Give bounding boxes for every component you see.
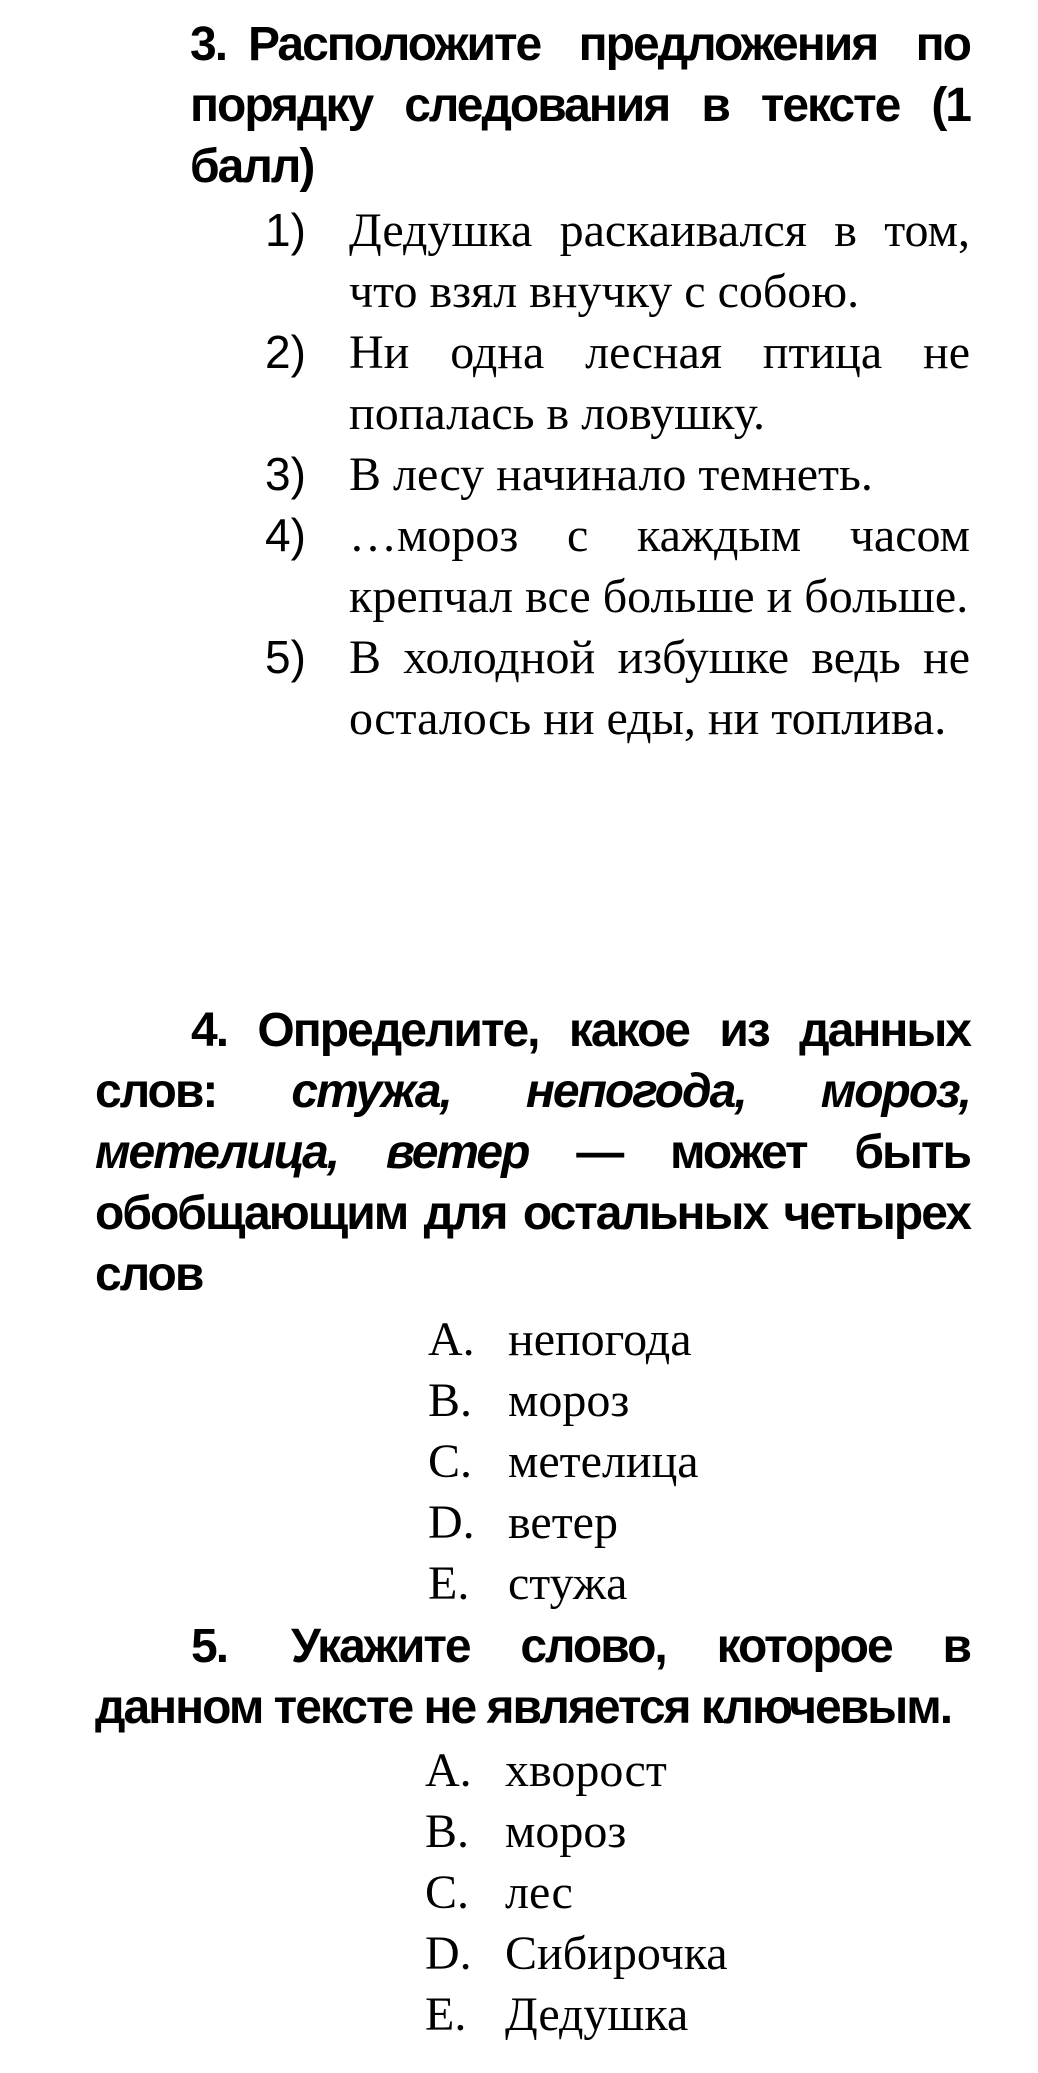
answer-option[interactable] [428,1370,928,1431]
option-letter: C. [425,1866,470,1919]
question-5 [95,1616,970,1738]
answer-option[interactable] [425,1984,925,2045]
option-letter: A. [425,1744,472,1797]
question-4-words: стужа, непогода, мороз, метелица, ветер [95,1065,970,1179]
option-letter: A. [428,1313,475,1366]
answer-option[interactable] [425,1923,925,1984]
option-text: Сибирочка [505,1927,728,1980]
list-item-number: 4) [265,509,306,561]
option-letter: C. [428,1435,473,1488]
list-item-text: В холодной избушке ведь не осталось ни еды, ни топлива. [349,631,970,745]
question-4-options [428,1309,928,1614]
question-5-options [425,1740,925,2045]
question-3-text: Расположите предложения по порядку следования в тексте (1 балл) [190,18,970,193]
question-3-number: 3. [190,18,227,71]
question-4-dash: — [576,1126,623,1179]
list-item-number: 5) [265,631,306,683]
option-text: непогода [508,1313,692,1366]
option-letter: E. [425,1988,467,2041]
question-3 [190,14,970,197]
option-text: лес [505,1866,573,1919]
list-item [265,322,970,444]
option-text: метелица [508,1435,699,1488]
option-letter: E. [428,1557,470,1610]
option-text: стужа [508,1557,628,1610]
list-item-number: 2) [265,326,306,378]
answer-option[interactable] [428,1431,928,1492]
list-item-text: Ни одна лесная птица не попалась в ловушку. [349,326,970,440]
answer-option[interactable] [428,1553,928,1614]
answer-option[interactable] [425,1862,925,1923]
list-item [265,444,970,505]
list-item [265,627,970,749]
list-item [265,200,970,322]
answer-option[interactable] [428,1492,928,1553]
question-3-title [190,14,970,197]
option-text: мороз [505,1805,627,1858]
question-5-number: 5. [191,1620,228,1673]
option-text: хворост [505,1744,667,1797]
option-letter: B. [428,1374,473,1427]
option-letter: D. [428,1496,475,1549]
sentence-order-list [265,200,970,749]
question-4-tail: может быть обобщающим для остальных четырех слов [95,1126,970,1301]
question-5-text: Укажите слово, которое в данном тексте не является ключевым. [95,1620,970,1734]
list-item-number: 3) [265,448,306,500]
option-text: ветер [508,1496,618,1549]
list-item-text: В лесу начинало темнеть. [349,448,873,501]
list-item [265,505,970,627]
option-letter: B. [425,1805,470,1858]
question-4 [95,1000,970,1305]
option-text: Дедушка [505,1988,689,2041]
answer-option[interactable] [425,1740,925,1801]
answer-option[interactable] [428,1309,928,1370]
list-item-text: …мороз с каждым часом крепчал все больше и больше. [349,509,970,623]
question-4-lead: 4. Определите, какое из данных слов: [95,1004,970,1118]
list-item-text: Дедушка раскаивался в том, что взял внучку с собою. [349,204,970,318]
option-text: мороз [508,1374,630,1427]
option-letter: D. [425,1927,472,1980]
answer-option[interactable] [425,1801,925,1862]
list-item-number: 1) [265,204,306,256]
